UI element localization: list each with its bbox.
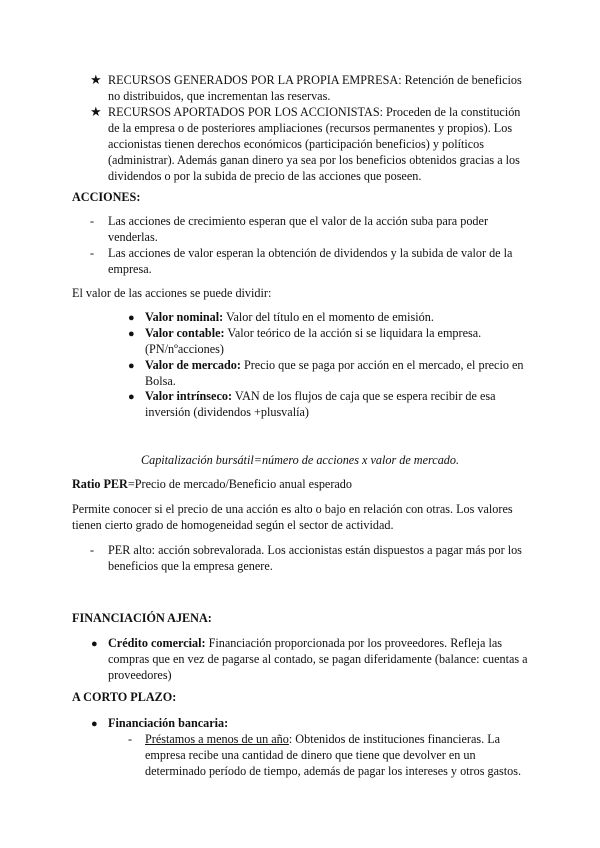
dash-marker: -	[90, 543, 95, 557]
text-line: Las acciones de crecimiento esperan que el valor de la acción suba para poder	[108, 214, 488, 228]
text-line: RECURSOS GENERADOS POR LA PROPIA EMPRESA: Retención de beneficios	[108, 73, 522, 87]
recursos-aportados-item	[108, 104, 520, 184]
text-line: RECURSOS APORTADOS POR LOS ACCIONISTAS: Proceden de la constitución	[108, 105, 521, 119]
text-line: dividendos o por la subida de precio de las acciones que poseen.	[108, 169, 422, 183]
text-line: venderlas.	[108, 230, 158, 244]
valor-nominal-item: Valor nominal: Valor del título en el momento de emisión.	[145, 310, 434, 324]
text-line: de la empresa o de posteriores ampliaciones (recursos permanentes y propios). Los	[108, 121, 513, 135]
dash-marker: -	[90, 214, 95, 228]
star-bullet-icon: ★	[90, 72, 102, 87]
bullet-icon: ●	[128, 328, 135, 340]
text-line: empresa.	[108, 262, 152, 276]
acciones-valor-item	[108, 245, 512, 277]
financiacion-bancaria-label: Financiación bancaria:	[108, 716, 229, 730]
star-bullet-icon: ★	[90, 104, 102, 119]
recursos-generados-item	[108, 72, 522, 104]
bullet-icon: ●	[128, 312, 135, 324]
text-line: accionistas tienen derechos económicos (participación beneficios) y políticos	[108, 137, 484, 151]
valor-intro: El valor de las acciones se puede dividir:	[72, 286, 272, 300]
capitalizacion-formula: Capitalización bursátil=número de acciones x valor de mercado.	[140, 453, 460, 467]
valor-contable-item: Valor contable: Valor teórico de la acción si se liquidara la empresa. (PN/nºacciones)	[145, 326, 482, 356]
credito-comercial-item: Crédito comercial: Financiación proporcionada por los proveedores. Refleja las compras que en vez de pagarse al contado, se pagan diferidamente (balance: cuentas a proveedores)	[108, 636, 528, 682]
per-alto-item: PER alto: acción sobrevalorada. Los accionistas están dispuestos a pagar más por los beneficios que la empresa genere.	[108, 543, 522, 573]
acciones-heading: ACCIONES:	[72, 190, 141, 204]
acciones-crecimiento-item	[108, 213, 488, 245]
bullet-icon: ●	[128, 360, 135, 372]
prestamos-item: Préstamos a menos de un año: Obtenidos de instituciones financieras. La empresa recibe una cantidad de dinero que tiene que devolver en un determinado período de tiempo, además de pagar los intereses y otros gastos.	[145, 732, 522, 778]
valor-intrinseco-item: Valor intrínseco: VAN de los flujos de caja que se espera recibir de esa inversión (dividendos +plusvalía)	[145, 389, 496, 419]
ratio-per: Ratio PER=Precio de mercado/Beneficio anual esperado	[72, 477, 352, 491]
bullet-icon: ●	[91, 718, 98, 730]
bullet-icon: ●	[128, 391, 135, 403]
corto-plazo-heading: A CORTO PLAZO:	[72, 690, 177, 704]
text-line: (administrar). Además ganan dinero ya sea por los beneficios obtenidos gracias a los	[108, 153, 520, 167]
dash-marker: -	[128, 732, 133, 746]
financiacion-ajena-heading: FINANCIACIÓN AJENA:	[72, 611, 212, 625]
permite-paragraph: Permite conocer si el precio de una acción es alto o bajo en relación con otras. Los valores tienen cierto grado de homogeneidad según el sector de actividad.	[72, 502, 513, 532]
text-line: no distribuidos, que incrementan las reservas.	[108, 89, 331, 103]
bullet-icon: ●	[91, 638, 98, 650]
text-line: Las acciones de valor esperan la obtención de dividendos y la subida de valor de la	[108, 246, 513, 260]
valor-mercado-item: Valor de mercado: Precio que se paga por acción en el mercado, el precio en Bolsa.	[145, 358, 524, 388]
dash-marker: -	[90, 246, 95, 260]
